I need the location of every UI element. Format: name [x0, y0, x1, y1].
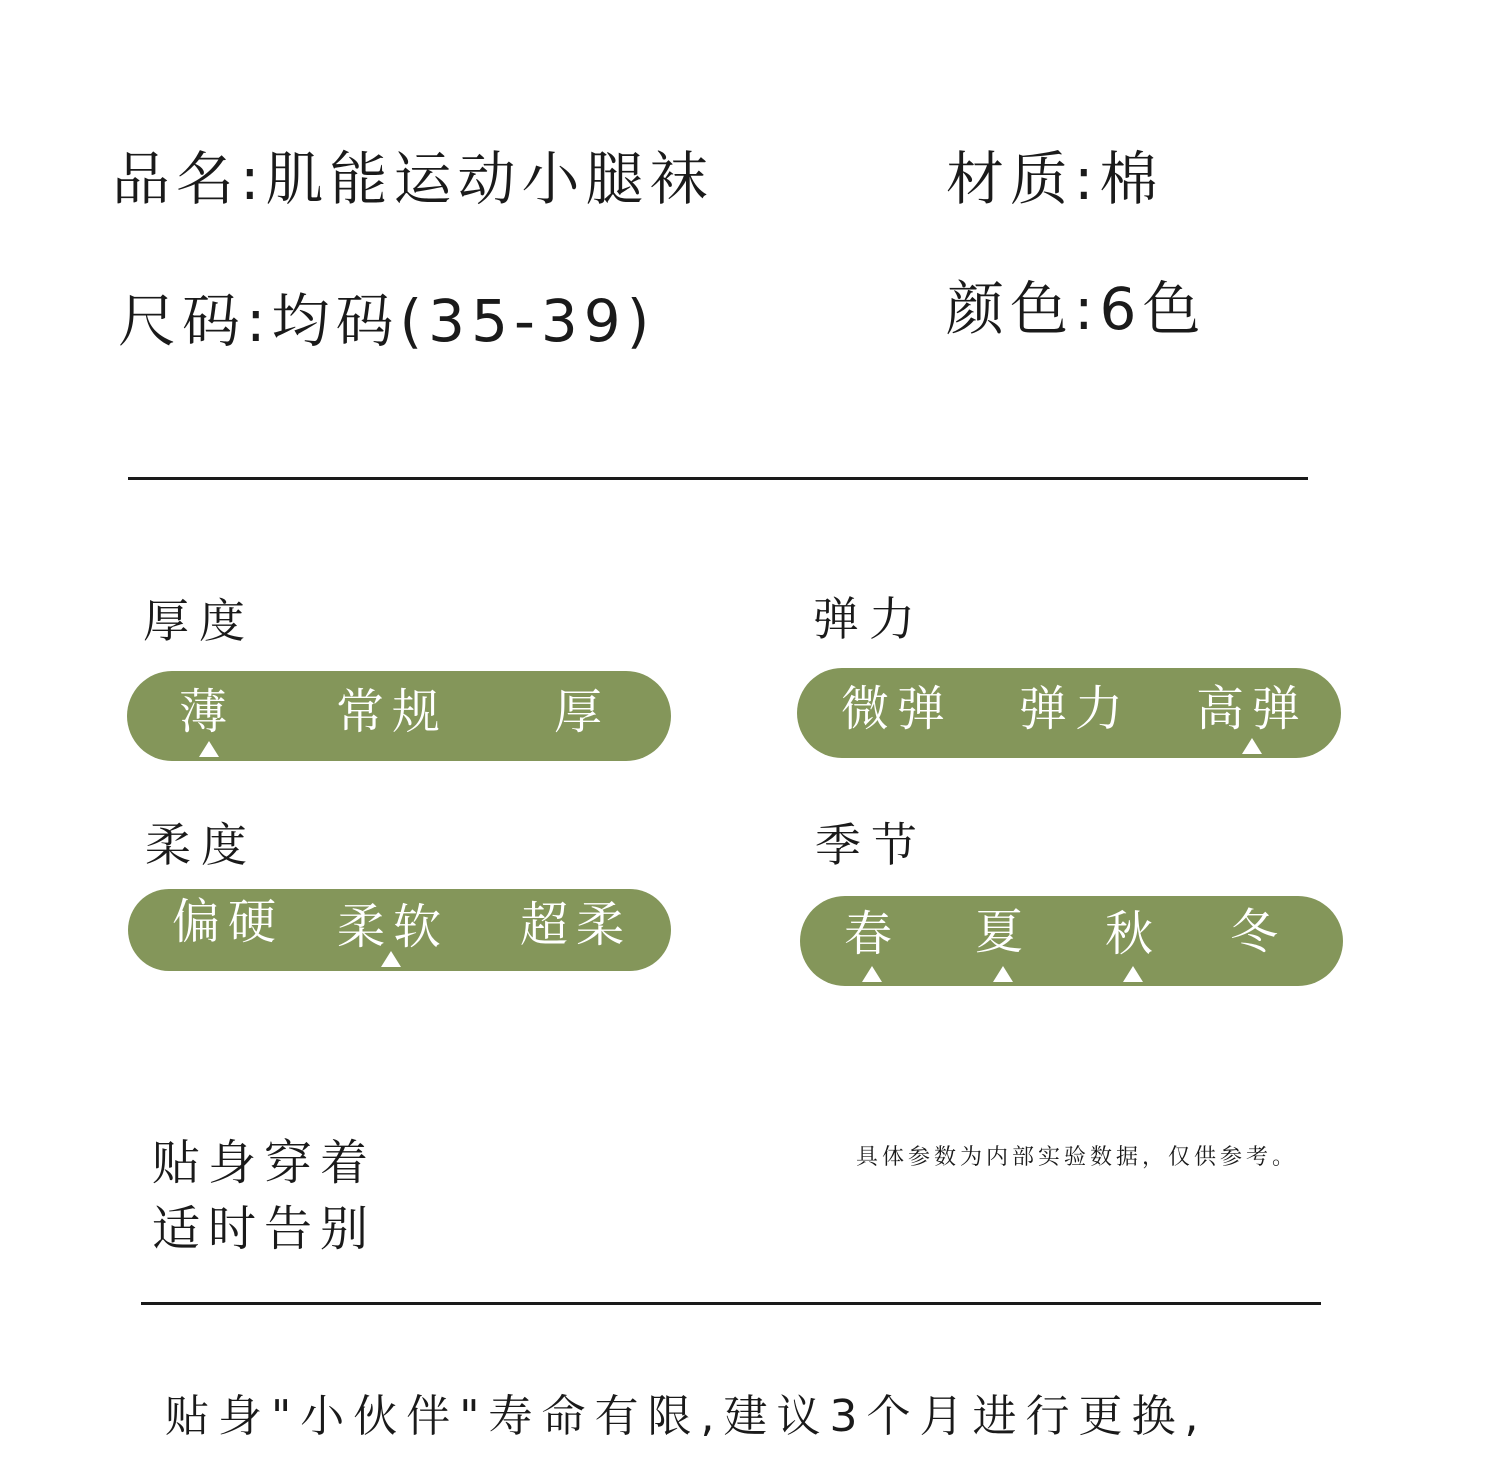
elasticity-option-elastic: 弹力	[1018, 681, 1131, 737]
season-option-winter: 冬	[1229, 904, 1286, 960]
thickness-label: 厚度	[143, 594, 255, 648]
disclaimer: 具体参数为内部实验数据，仅供参考。	[856, 1145, 1299, 1170]
season-spring-marker	[862, 966, 882, 982]
elasticity-scale	[797, 668, 1341, 758]
thickness-selected-marker	[199, 741, 219, 757]
elasticity-label: 弹力	[813, 592, 925, 646]
product-size: 尺码:均码(35-39)	[118, 287, 656, 355]
elasticity-selected-marker	[1242, 738, 1262, 754]
slogan-line-2: 适时告别	[152, 1201, 377, 1257]
season-autumn-marker	[1123, 966, 1143, 982]
divider-top	[128, 477, 1308, 480]
elasticity-option-slight: 微弹	[840, 681, 953, 737]
product-material: 材质:棉	[946, 145, 1164, 213]
softness-scale	[128, 889, 671, 971]
softness-option-super-soft: 超柔	[519, 897, 632, 953]
softness-selected-marker	[381, 951, 401, 967]
softness-option-stiff: 偏硬	[171, 894, 284, 950]
season-summer-marker	[993, 966, 1013, 982]
season-label: 季节	[815, 818, 927, 872]
softness-label: 柔度	[145, 818, 257, 872]
thickness-scale	[127, 671, 671, 761]
elasticity-option-high: 高弹	[1195, 681, 1308, 737]
slogan-line-1: 贴身穿着	[152, 1135, 377, 1191]
product-color: 颜色:6色	[946, 275, 1207, 343]
thickness-option-regular: 常规	[335, 684, 448, 740]
replacement-advice: 贴身"小伙伴"寿命有限,建议3个月进行更换,	[165, 1391, 1208, 1442]
season-scale	[800, 896, 1343, 986]
season-option-summer: 夏	[974, 904, 1031, 960]
season-option-autumn: 秋	[1104, 906, 1161, 962]
season-option-spring: 春	[843, 906, 900, 962]
product-name: 品名:肌能运动小腿袜	[112, 145, 714, 213]
divider-bottom	[141, 1302, 1321, 1305]
softness-option-soft: 柔软	[336, 899, 449, 955]
thickness-option-thick: 厚	[553, 684, 610, 740]
slogan	[152, 1130, 376, 1262]
thickness-option-thin: 薄	[178, 684, 235, 740]
